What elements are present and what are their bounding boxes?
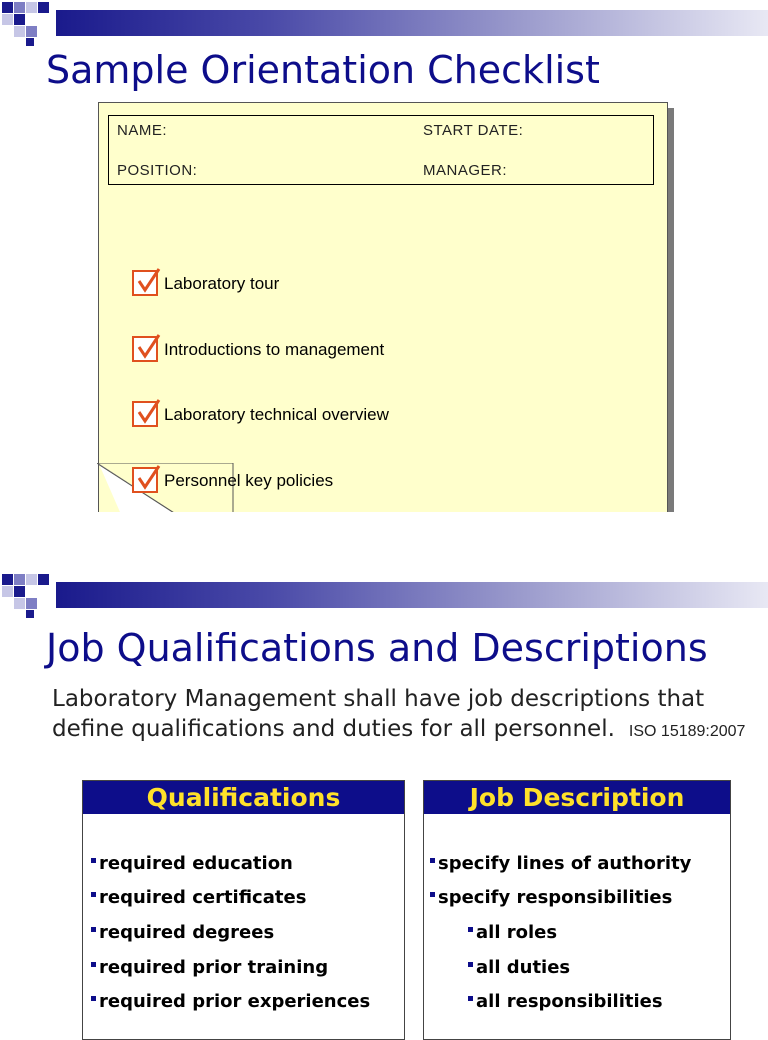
header-decoration: [0, 572, 768, 618]
deco-square: [2, 2, 13, 13]
checkbox-checked[interactable]: [132, 270, 158, 296]
bullet-icon: [91, 892, 96, 897]
deco-square: [14, 586, 25, 597]
bullet-icon: [430, 892, 435, 897]
sub-list-item: all responsibilities: [468, 991, 663, 1012]
header-gradient-bar: [56, 582, 768, 608]
deco-square: [38, 2, 49, 13]
list-item: required prior experiences: [91, 991, 370, 1012]
header-gradient-bar: [56, 10, 768, 36]
list-item: specify lines of authority: [430, 853, 691, 874]
deco-square: [26, 598, 37, 609]
checklist-item-label: Laboratory tour: [164, 274, 280, 293]
deco-square: [26, 574, 37, 585]
bullet-icon: [468, 962, 473, 967]
checklist-item-label: Laboratory technical overview: [164, 405, 389, 424]
bullet-icon: [468, 996, 473, 1001]
bullet-icon: [91, 927, 96, 932]
body-text: [52, 684, 752, 747]
slide-1: [0, 0, 768, 512]
header-decoration: [0, 0, 768, 46]
body-sentence: Laboratory Management shall have job descriptions that define qualifications and duties for all personnel.: [52, 686, 705, 742]
page-title: Job Qualifications and Descriptions: [46, 626, 708, 670]
deco-square: [14, 14, 25, 25]
checklist-item-label: Introductions to management: [164, 340, 385, 359]
deco-square: [26, 26, 37, 37]
iso-reference: ISO 15189:2007: [628, 723, 746, 740]
deco-square: [2, 574, 13, 585]
sub-list-item: all roles: [468, 922, 557, 943]
employee-info-box: [108, 115, 654, 185]
qualifications-panel: [82, 780, 405, 1040]
checkmark-icon: [136, 398, 162, 426]
deco-square: [14, 2, 25, 13]
checkmark-icon: [136, 267, 162, 295]
deco-square: [38, 574, 49, 585]
checkbox-checked[interactable]: [132, 467, 158, 493]
start-date-label: START DATE:: [423, 122, 524, 139]
deco-square: [2, 14, 13, 25]
list-item: required education: [91, 853, 293, 874]
bullet-icon: [91, 858, 96, 863]
deco-square: [26, 38, 34, 46]
checklist-item-label: Personnel key policies: [164, 471, 334, 490]
deco-square: [14, 26, 25, 37]
checkbox-checked[interactable]: [132, 401, 158, 427]
job-description-panel: [423, 780, 731, 1040]
page-title: Sample Orientation Checklist: [46, 48, 600, 92]
deco-square: [26, 2, 37, 13]
deco-square: [14, 598, 25, 609]
deco-square: [26, 610, 34, 618]
position-label: POSITION:: [117, 162, 198, 179]
qualifications-heading: Qualifications: [83, 781, 404, 814]
bullet-icon: [91, 996, 96, 1001]
list-item: specify responsibilities: [430, 887, 672, 908]
checkmark-icon: [136, 464, 162, 492]
checkbox-checked[interactable]: [132, 336, 158, 362]
checkmark-icon: [136, 333, 162, 361]
bullet-icon: [91, 962, 96, 967]
job-description-heading: Job Description: [424, 781, 730, 814]
list-item: required certificates: [91, 887, 306, 908]
sub-list-item: all duties: [468, 957, 570, 978]
deco-square: [2, 586, 13, 597]
bullet-icon: [430, 858, 435, 863]
list-item: required degrees: [91, 922, 274, 943]
list-item: required prior training: [91, 957, 328, 978]
name-label: NAME:: [117, 122, 168, 139]
deco-square: [14, 574, 25, 585]
bullet-icon: [468, 927, 473, 932]
manager-label: MANAGER:: [423, 162, 508, 179]
